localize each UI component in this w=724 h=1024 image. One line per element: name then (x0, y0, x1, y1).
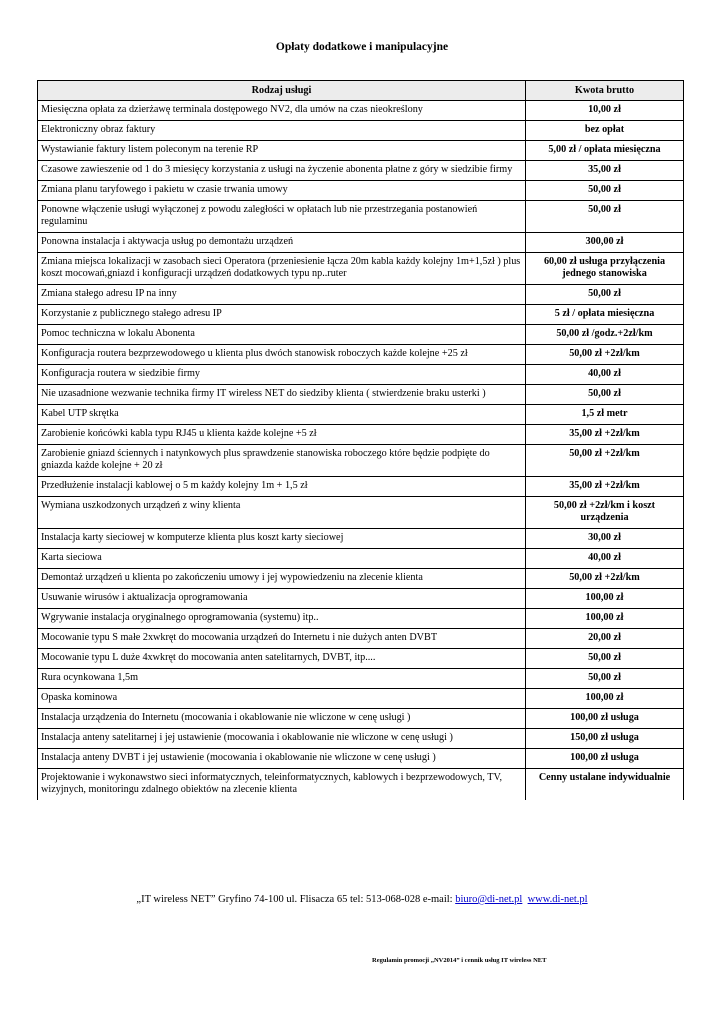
service-cell: Zarobienie końcówki kabla typu RJ45 u klienta każde kolejne +5 zł (38, 425, 526, 445)
service-cell: Miesięczna opłata za dzierżawę terminala dostępowego NV2, dla umów na czas nieokreślony (38, 101, 526, 121)
price-cell: 30,00 zł (526, 529, 684, 549)
price-cell: 100,00 zł (526, 609, 684, 629)
table-row (38, 749, 684, 769)
price-cell: 50,00 zł (526, 649, 684, 669)
price-cell: 1,5 zł metr (526, 405, 684, 425)
price-cell: 50,00 zł +2zł/km i koszt urządzenia (526, 497, 684, 529)
table-row (38, 201, 684, 233)
service-cell: Wystawianie faktury listem poleconym na terenie RP (38, 141, 526, 161)
table-row (38, 101, 684, 121)
service-cell: Instalacja anteny DVBT i jej ustawienie (mocowania i okablowanie nie wliczone w cenę usługi ) (38, 749, 526, 769)
service-cell: Rura ocynkowana 1,5m (38, 669, 526, 689)
service-cell: Czasowe zawieszenie od 1 do 3 miesięcy korzystania z usługi na życzenie abonenta płatne z góry w siedzibie firmy (38, 161, 526, 181)
price-cell: 50,00 zł /godz.+2zł/km (526, 325, 684, 345)
table-row (38, 253, 684, 285)
footer-address: „IT wireless NET” Gryfino 74-100 ul. Flisacza 65 tel: 513-068-028 e-mail: (136, 894, 456, 905)
service-cell: Instalacja karty sieciowej w komputerze klienta plus koszt karty sieciowej (38, 529, 526, 549)
price-cell: 50,00 zł (526, 385, 684, 405)
table-row (38, 769, 684, 801)
table-row (38, 305, 684, 325)
table-row (38, 549, 684, 569)
price-cell: 60,00 zł usługa przyłączenia jednego stanowiska (526, 253, 684, 285)
table-body (38, 101, 684, 801)
website-link[interactable]: www.di-net.pl (527, 894, 588, 905)
table-row (38, 649, 684, 669)
price-cell: 20,00 zł (526, 629, 684, 649)
service-cell: Zmiana stałego adresu IP na inny (38, 285, 526, 305)
table-row (38, 385, 684, 405)
price-cell: 50,00 zł (526, 669, 684, 689)
service-cell: Korzystanie z publicznego stałego adresu IP (38, 305, 526, 325)
footer-contact (0, 894, 724, 905)
service-cell: Instalacja urządzenia do Internetu (mocowania i okablowanie nie wliczone w cenę usługi ) (38, 709, 526, 729)
table-header-row (38, 81, 684, 101)
price-cell: 40,00 zł (526, 365, 684, 385)
table-row (38, 629, 684, 649)
table-row (38, 609, 684, 629)
column-header-service: Rodzaj usługi (38, 81, 526, 101)
table-row (38, 445, 684, 477)
table-row (38, 689, 684, 709)
price-cell: 300,00 zł (526, 233, 684, 253)
table-row (38, 709, 684, 729)
table-row (38, 529, 684, 549)
service-cell: Zmiana miejsca lokalizacji w zasobach sieci Operatora (przeniesienie łącza 20m kabla każdy kolejny 1m+1,5zł ) plus koszt mocowań,gniazd i konfiguracji urządzeń dodatkowych typu np..ruter (38, 253, 526, 285)
table-row (38, 477, 684, 497)
service-cell: Przedłużenie instalacji kablowej o 5 m każdy kolejny 1m + 1,5 zł (38, 477, 526, 497)
price-cell: 10,00 zł (526, 101, 684, 121)
price-cell: 100,00 zł (526, 589, 684, 609)
service-cell: Zarobienie gniazd ściennych i natynkowych plus sprawdzenie stanowiska roboczego które będzie podpięte do gniazda każde kolejne + 20 zł (38, 445, 526, 477)
service-cell: Konfiguracja routera bezprzewodowego u klienta plus dwóch stanowisk roboczych każde kolejne +25 zł (38, 345, 526, 365)
table-row (38, 181, 684, 201)
table-row (38, 365, 684, 385)
price-cell: 5,00 zł / opłata miesięczna (526, 141, 684, 161)
table-row (38, 425, 684, 445)
price-cell: 5 zł / opłata miesięczna (526, 305, 684, 325)
table-row (38, 325, 684, 345)
service-cell: Pomoc techniczna w lokalu Abonenta (38, 325, 526, 345)
price-cell: 50,00 zł (526, 201, 684, 233)
table-row (38, 669, 684, 689)
service-cell: Nie uzasadnione wezwanie technika firmy IT wireless NET do siedziby klienta ( stwierdzenie braku usterki ) (38, 385, 526, 405)
service-cell: Mocowanie typu S małe 2xwkręt do mocowania urządzeń do Internetu i nie dużych anten DVBT (38, 629, 526, 649)
fees-table (37, 80, 684, 800)
service-cell: Demontaż urządzeń u klienta po zakończeniu umowy i jej wypowiedzeniu na zlecenie klienta (38, 569, 526, 589)
price-cell: 150,00 zł usługa (526, 729, 684, 749)
price-cell: 100,00 zł usługa (526, 709, 684, 729)
price-cell: 100,00 zł (526, 689, 684, 709)
table-row (38, 121, 684, 141)
service-cell: Elektroniczny obraz faktury (38, 121, 526, 141)
table-row (38, 569, 684, 589)
service-cell: Instalacja anteny satelitarnej i jej ustawienie (mocowania i okablowanie nie wliczone w cenę usługi ) (38, 729, 526, 749)
table-row (38, 345, 684, 365)
table-row (38, 161, 684, 181)
service-cell: Mocowanie typu L duże 4xwkręt do mocowania anten satelitarnych, DVBT, itp.... (38, 649, 526, 669)
table-row (38, 233, 684, 253)
email-link[interactable]: biuro@di-net.pl (455, 894, 523, 905)
service-cell: Usuwanie wirusów i aktualizacja oprogramowania (38, 589, 526, 609)
table-row (38, 589, 684, 609)
service-cell: Zmiana planu taryfowego i pakietu w czasie trwania umowy (38, 181, 526, 201)
table-row (38, 141, 684, 161)
price-cell: Cenny ustalane indywidualnie (526, 769, 684, 801)
price-cell: 35,00 zł +2zł/km (526, 425, 684, 445)
price-cell: 50,00 zł +2zł/km (526, 569, 684, 589)
table-row (38, 405, 684, 425)
service-cell: Ponowne włączenie usługi wyłączonej z powodu zaległości w opłatach lub nie przestrzegania postanowień regulaminu (38, 201, 526, 233)
service-cell: Konfiguracja routera w siedzibie firmy (38, 365, 526, 385)
service-cell: Ponowna instalacja i aktywacja usług po demontażu urządzeń (38, 233, 526, 253)
price-cell: 100,00 zł usługa (526, 749, 684, 769)
price-cell: 35,00 zł (526, 161, 684, 181)
table-row (38, 729, 684, 749)
price-cell: 35,00 zł +2zł/km (526, 477, 684, 497)
price-cell: bez opłat (526, 121, 684, 141)
service-cell: Projektowanie i wykonawstwo sieci informatycznych, teleinformatycznych, kablowych i bezprzewodowych, TV, wizyjnych, monitoringu zdalnego obiektów na zlecenie klienta (38, 769, 526, 801)
page-title: Opłaty dodatkowe i manipulacyjne (275, 41, 449, 53)
footer-note: Regulamin promocji „NV2014” i cennik usług IT wireless NET (372, 957, 547, 964)
table-row (38, 497, 684, 529)
service-cell: Wgrywanie instalacja oryginalnego oprogramowania (systemu) itp.. (38, 609, 526, 629)
table-row (38, 285, 684, 305)
price-cell: 40,00 zł (526, 549, 684, 569)
price-cell: 50,00 zł (526, 181, 684, 201)
price-cell: 50,00 zł +2zł/km (526, 345, 684, 365)
service-cell: Wymiana uszkodzonych urządzeń z winy klienta (38, 497, 526, 529)
column-header-price: Kwota brutto (526, 81, 684, 101)
price-cell: 50,00 zł +2zł/km (526, 445, 684, 477)
service-cell: Karta sieciowa (38, 549, 526, 569)
service-cell: Kabel UTP skrętka (38, 405, 526, 425)
service-cell: Opaska kominowa (38, 689, 526, 709)
price-cell: 50,00 zł (526, 285, 684, 305)
